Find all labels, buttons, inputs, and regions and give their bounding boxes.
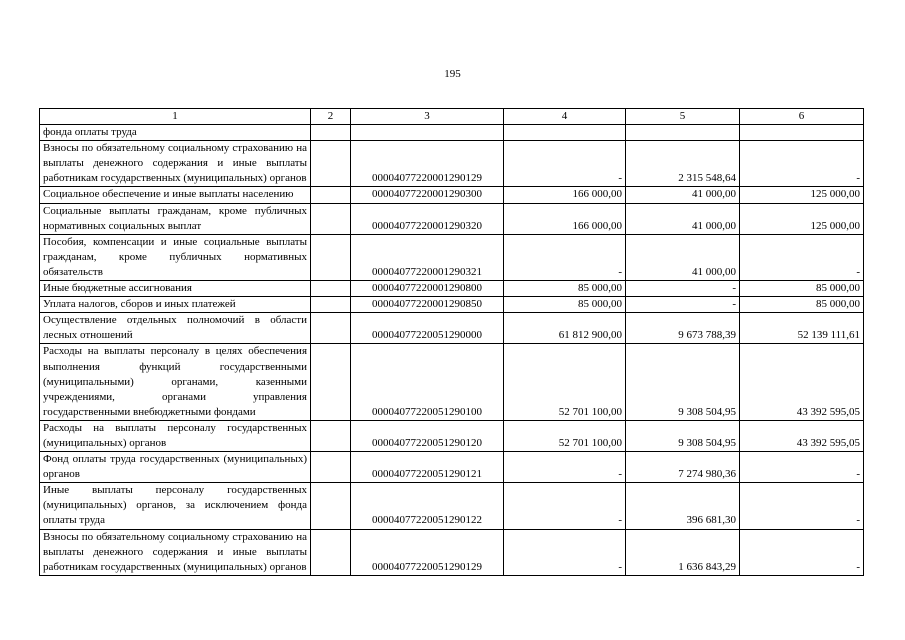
row-value-col5: 9 308 504,95 bbox=[626, 344, 740, 420]
row-value-col5: 41 000,00 bbox=[626, 187, 740, 203]
row-value-col5: 7 274 980,36 bbox=[626, 452, 740, 483]
row-value-col5: 2 315 548,64 bbox=[626, 141, 740, 187]
table-row bbox=[40, 344, 864, 420]
row-code-cell: 00004077220051290121 bbox=[351, 452, 504, 483]
row-name-cell: Социальное обеспечение и иные выплаты населению bbox=[40, 187, 311, 203]
table-row bbox=[40, 125, 864, 141]
row-col2-cell bbox=[311, 297, 351, 313]
row-col2-cell bbox=[311, 420, 351, 451]
row-value-col6: - bbox=[740, 141, 864, 187]
row-code-cell: 00004077220051290000 bbox=[351, 313, 504, 344]
row-code-cell: 00004077220001290850 bbox=[351, 297, 504, 313]
row-value-col4: 166 000,00 bbox=[504, 187, 626, 203]
row-value-col6 bbox=[740, 125, 864, 141]
row-name-cell: Фонд оплаты труда государственных (муниципальных) органов bbox=[40, 452, 311, 483]
table-row bbox=[40, 420, 864, 451]
row-col2-cell bbox=[311, 344, 351, 420]
row-col2-cell bbox=[311, 141, 351, 187]
column-header: 5 bbox=[626, 109, 740, 125]
column-header: 4 bbox=[504, 109, 626, 125]
row-value-col5: 41 000,00 bbox=[626, 234, 740, 280]
column-header: 3 bbox=[351, 109, 504, 125]
row-code-cell: 00004077220001290129 bbox=[351, 141, 504, 187]
row-code-cell: 00004077220001290320 bbox=[351, 203, 504, 234]
row-name-cell: Уплата налогов, сборов и иных платежей bbox=[40, 297, 311, 313]
budget-table bbox=[39, 108, 864, 576]
row-name-cell: Расходы на выплаты персоналу государственных (муниципальных) органов bbox=[40, 420, 311, 451]
table-row bbox=[40, 483, 864, 529]
row-col2-cell bbox=[311, 529, 351, 575]
row-col2-cell bbox=[311, 187, 351, 203]
row-name-cell: Взносы по обязательному социальному страхованию на выплаты денежного содержания и иные выплаты работникам государственных (муниципальных) органов bbox=[40, 141, 311, 187]
table-header-row bbox=[40, 109, 864, 125]
row-name-cell: Осуществление отдельных полномочий в области лесных отношений bbox=[40, 313, 311, 344]
row-col2-cell bbox=[311, 203, 351, 234]
row-value-col6: 52 139 111,61 bbox=[740, 313, 864, 344]
row-value-col4: 85 000,00 bbox=[504, 281, 626, 297]
row-name-cell: Социальные выплаты гражданам, кроме публичных нормативных социальных выплат bbox=[40, 203, 311, 234]
row-value-col6: - bbox=[740, 234, 864, 280]
table-row bbox=[40, 452, 864, 483]
row-value-col6: 43 392 595,05 bbox=[740, 420, 864, 451]
row-value-col4: - bbox=[504, 452, 626, 483]
table-row bbox=[40, 529, 864, 575]
row-col2-cell bbox=[311, 125, 351, 141]
row-col2-cell bbox=[311, 483, 351, 529]
row-value-col6: 43 392 595,05 bbox=[740, 344, 864, 420]
row-col2-cell bbox=[311, 452, 351, 483]
row-value-col6: - bbox=[740, 483, 864, 529]
page-number: 195 bbox=[444, 68, 461, 80]
table-row bbox=[40, 313, 864, 344]
row-value-col4: - bbox=[504, 141, 626, 187]
table-row bbox=[40, 297, 864, 313]
row-value-col6: 85 000,00 bbox=[740, 281, 864, 297]
row-col2-cell bbox=[311, 281, 351, 297]
table-row bbox=[40, 141, 864, 187]
row-code-cell: 00004077220051290129 bbox=[351, 529, 504, 575]
row-value-col5: - bbox=[626, 281, 740, 297]
row-name-cell: Пособия, компенсации и иные социальные выплаты гражданам, кроме публичных нормативных обязательств bbox=[40, 234, 311, 280]
row-value-col4: 52 701 100,00 bbox=[504, 420, 626, 451]
column-header: 1 bbox=[40, 109, 311, 125]
row-code-cell: 00004077220001290321 bbox=[351, 234, 504, 280]
row-value-col6: 85 000,00 bbox=[740, 297, 864, 313]
row-value-col4: 166 000,00 bbox=[504, 203, 626, 234]
row-value-col5: 41 000,00 bbox=[626, 203, 740, 234]
row-code-cell: 00004077220001290800 bbox=[351, 281, 504, 297]
row-code-cell: 00004077220051290122 bbox=[351, 483, 504, 529]
row-value-col6: - bbox=[740, 529, 864, 575]
column-header: 6 bbox=[740, 109, 864, 125]
row-code-cell bbox=[351, 125, 504, 141]
row-value-col4: 61 812 900,00 bbox=[504, 313, 626, 344]
row-value-col4: 52 701 100,00 bbox=[504, 344, 626, 420]
table-row bbox=[40, 187, 864, 203]
row-col2-cell bbox=[311, 234, 351, 280]
table-row bbox=[40, 281, 864, 297]
row-col2-cell bbox=[311, 313, 351, 344]
row-value-col5 bbox=[626, 125, 740, 141]
row-value-col4 bbox=[504, 125, 626, 141]
table-row bbox=[40, 234, 864, 280]
row-code-cell: 00004077220051290100 bbox=[351, 344, 504, 420]
row-value-col4: - bbox=[504, 234, 626, 280]
row-value-col4: 85 000,00 bbox=[504, 297, 626, 313]
row-name-cell: Иные бюджетные ассигнования bbox=[40, 281, 311, 297]
row-code-cell: 00004077220001290300 bbox=[351, 187, 504, 203]
row-name-cell: Расходы на выплаты персоналу в целях обеспечения выполнения функций государственными (муниципальными) органами, казенными учреждениями, органами управления государственными внебюджетными фондами bbox=[40, 344, 311, 420]
row-code-cell: 00004077220051290120 bbox=[351, 420, 504, 451]
row-value-col6: - bbox=[740, 452, 864, 483]
row-value-col4: - bbox=[504, 483, 626, 529]
row-value-col5: 9 308 504,95 bbox=[626, 420, 740, 451]
row-value-col5: - bbox=[626, 297, 740, 313]
row-value-col5: 396 681,30 bbox=[626, 483, 740, 529]
row-value-col4: - bbox=[504, 529, 626, 575]
row-name-cell: Иные выплаты персоналу государственных (муниципальных) органов, за исключением фонда оплаты труда bbox=[40, 483, 311, 529]
row-value-col6: 125 000,00 bbox=[740, 203, 864, 234]
column-header: 2 bbox=[311, 109, 351, 125]
table-row bbox=[40, 203, 864, 234]
row-value-col5: 1 636 843,29 bbox=[626, 529, 740, 575]
row-value-col5: 9 673 788,39 bbox=[626, 313, 740, 344]
row-value-col6: 125 000,00 bbox=[740, 187, 864, 203]
row-name-cell: Взносы по обязательному социальному страхованию на выплаты денежного содержания и иные выплаты работникам государственных (муниципальных) органов bbox=[40, 529, 311, 575]
row-name-cell: фонда оплаты труда bbox=[40, 125, 311, 141]
